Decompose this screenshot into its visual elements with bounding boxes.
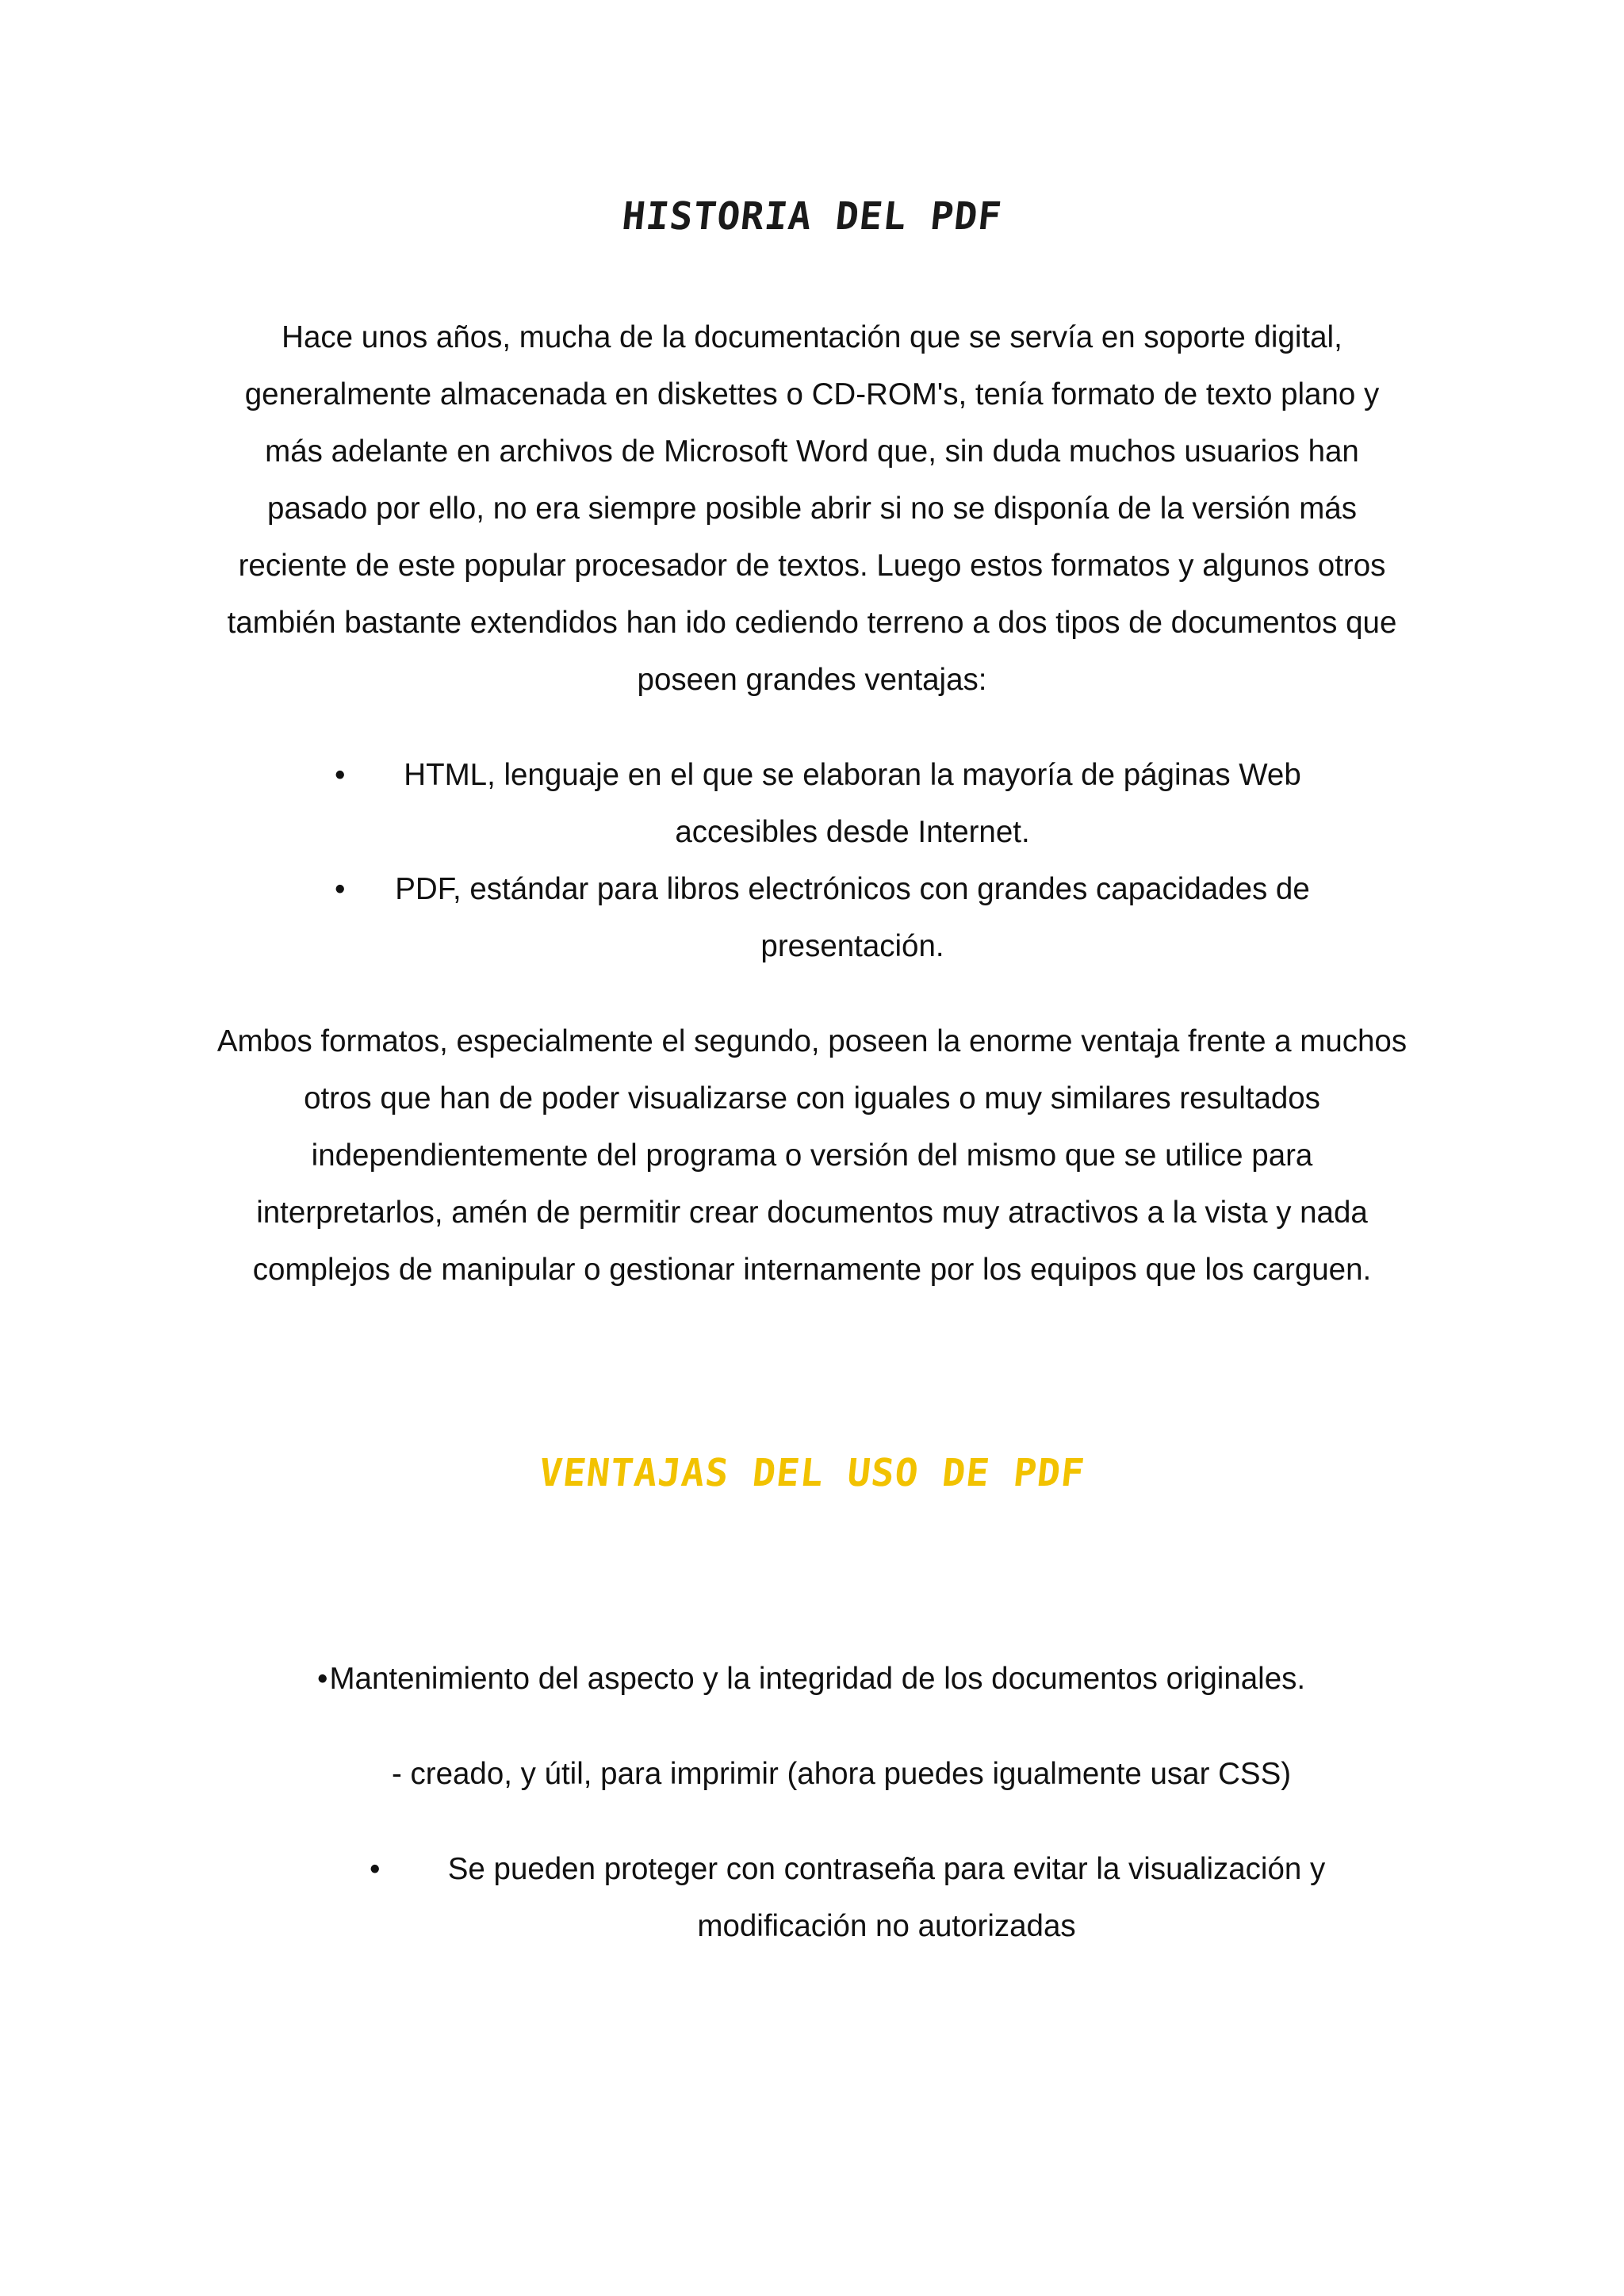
intro-paragraph: Hace unos años, mucha de la documentación que se servía en soporte digital, generalmente almacenada en diskettes o CD-ROM's, tenía formato de texto plano y más adelante en archivos de Microsoft Word que, sin duda muchos usuarios han pasado por ello, no era siempre posible abrir si no se disponía de la versión más reciente de este popular procesador de textos. Luego estos formatos y algunos otros también bastante extendidos han ido cediendo terreno a dos tipos de documentos que poseen grandes ventajas: [227, 320, 1397, 697]
bullet-icon: • [317, 1662, 328, 1696]
list-item-text: HTML, lenguaje en el que se elaboran la mayoría de páginas Web accesibles desde Internet. [404, 758, 1301, 849]
second-paragraph: Ambos formatos, especialmente el segundo, poseen la enorme ventaja frente a muchos otros que han de poder visualizarse con iguales o muy similares resultados independientemente del programa o versión del mismo que se utilice para interpretarlos, amén de permitir crear documentos muy atractivos a la vista y nada complejos de manipular o gestionar internamente por los equipos que los carguen. [216, 1024, 1408, 1287]
formats-list [317, 747, 1356, 975]
advantage-text: Se pueden proteger con contraseña para evitar la visualización y modificación no autorizadas [447, 1852, 1326, 1943]
advantage-subitem: - creado, y útil, para imprimir (ahora puedes igualmente usar CSS) [392, 1757, 1292, 1791]
bullet-icon: • [335, 872, 346, 906]
bullet-icon: • [370, 1852, 381, 1886]
advantage-text: Mantenimiento del aspecto y la integridad de los documentos originales. [329, 1662, 1306, 1696]
advantage-item [317, 1651, 1427, 1708]
bullet-icon: • [335, 758, 346, 792]
list-item [317, 861, 1356, 975]
advantage-item [370, 1841, 1385, 1955]
section-title: VENTAJAS DEL USO DE PDF [537, 1451, 1087, 1495]
list-item [317, 747, 1356, 861]
page-title: HISTORIA DEL PDF [619, 194, 1005, 239]
list-item-text: PDF, estándar para libros electrónicos con grandes capacidades de presentación. [395, 872, 1310, 963]
